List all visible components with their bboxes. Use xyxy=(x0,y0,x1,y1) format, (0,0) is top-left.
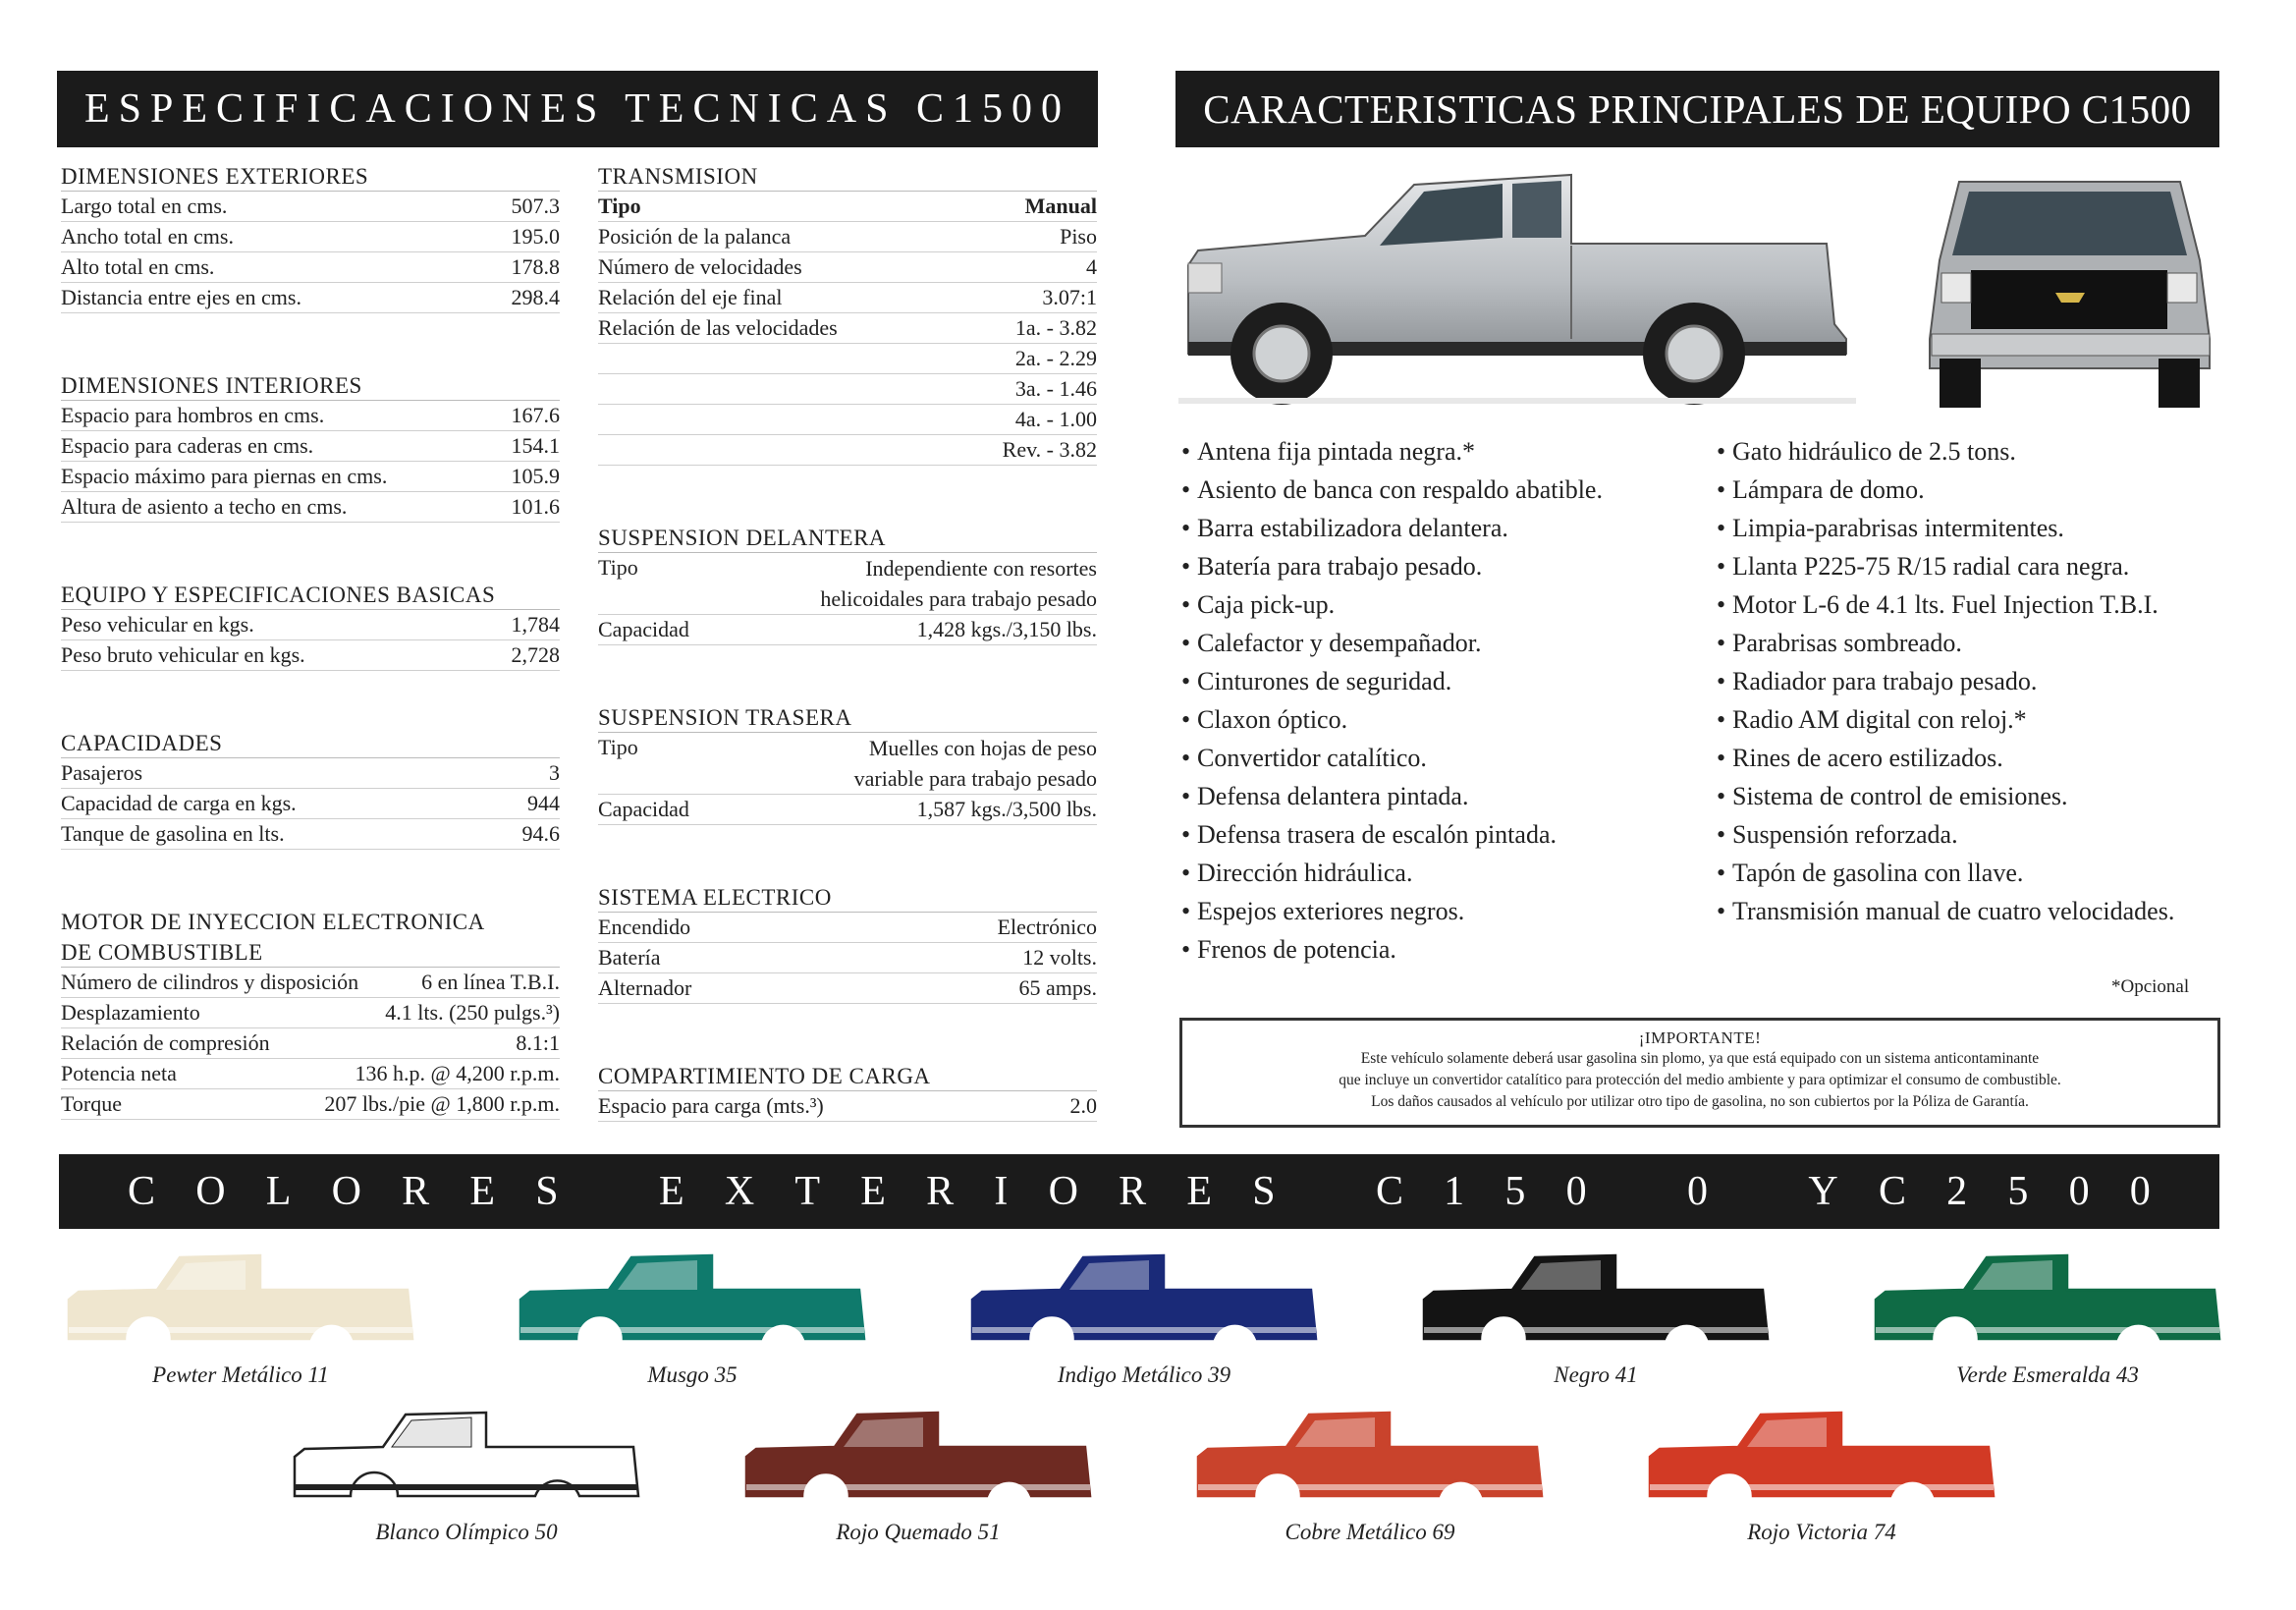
colors-banner-letter: S xyxy=(1252,1169,1276,1214)
list-item-text: Convertidor catalítico. xyxy=(1197,744,1427,772)
list-item: • Defensa trasera de escalón pintada. xyxy=(1181,815,1712,854)
spec-row xyxy=(61,252,560,283)
list-item: • Defensa delantera pintada. xyxy=(1181,777,1712,815)
colors-banner-letter: O xyxy=(195,1169,226,1214)
truck-stripe xyxy=(1876,1327,2219,1333)
list-item-text: Antena fija pintada negra.* xyxy=(1197,437,1475,466)
spec-row xyxy=(598,405,1097,435)
list-item-text: Lámpara de domo. xyxy=(1732,475,1925,504)
spec-value xyxy=(854,733,1097,794)
spec-row xyxy=(598,913,1097,943)
spec-value: 6 en línea T.B.I. xyxy=(421,970,560,994)
colors-banner-letter: E xyxy=(469,1169,496,1214)
spec-value: 2.0 xyxy=(1069,1093,1097,1118)
colors-banner-letter: 0 xyxy=(1686,1169,1708,1214)
color-name-label: Verde Esmeralda 43 xyxy=(1956,1362,2139,1387)
spec-value: 1,428 kgs./3,150 lbs. xyxy=(916,617,1097,641)
spec-row xyxy=(598,795,1097,825)
truck-color-swatch xyxy=(967,1252,1321,1365)
spec-value: 507.3 xyxy=(511,194,560,218)
list-item-text: Radio AM digital con reloj.* xyxy=(1732,705,2027,734)
spec-row xyxy=(598,553,1097,615)
section-title: SUSPENSION TRASERA xyxy=(598,702,1097,733)
colors-banner-letter: 5 xyxy=(1504,1169,1526,1214)
truck-side-illustration xyxy=(1178,167,1866,417)
spec-label: Altura de asiento a techo en cms. xyxy=(61,494,348,519)
spec-row xyxy=(598,283,1097,313)
spec-label: Tipo xyxy=(598,194,641,218)
colors-banner-letter: 0 xyxy=(1565,1169,1587,1214)
spec-value: 136 h.p. @ 4,200 r.p.m. xyxy=(355,1061,560,1085)
specs-middle-column xyxy=(598,161,1097,1122)
spec-value: 1,784 xyxy=(511,612,560,637)
list-item: • Lámpara de domo. xyxy=(1717,471,2227,509)
list-item-text: Barra estabilizadora delantera. xyxy=(1197,514,1508,542)
truck-stripe xyxy=(1650,1484,1994,1490)
spec-label: Pasajeros xyxy=(61,760,143,785)
important-line: Este vehículo solamente deberá usar gasolina sin plomo, ya que está equipado con un sistema anticontaminante xyxy=(1360,1050,2040,1067)
spec-row xyxy=(61,462,560,492)
list-item-text: Sistema de control de emisiones. xyxy=(1732,782,2068,810)
spec-row xyxy=(61,610,560,640)
colors-banner-letter: E xyxy=(1186,1169,1212,1214)
list-item: • Sistema de control de emisiones. xyxy=(1717,777,2227,815)
list-item-text: Espejos exteriores negros. xyxy=(1197,897,1465,925)
spec-row xyxy=(61,1059,560,1089)
spec-row xyxy=(61,758,560,789)
spec-row xyxy=(61,401,560,431)
spec-row xyxy=(598,973,1097,1004)
spec-value: 94.6 xyxy=(521,821,560,846)
spec-value: 195.0 xyxy=(511,224,560,249)
spec-value: 178.8 xyxy=(511,254,560,279)
list-item-text: Batería para trabajo pesado. xyxy=(1197,552,1483,581)
truck-stripe xyxy=(1424,1327,1768,1333)
spec-value: Rev. - 3.82 xyxy=(1002,437,1097,462)
spec-value: 1a. - 3.82 xyxy=(1014,315,1097,340)
spec-row xyxy=(61,640,560,671)
spec-row xyxy=(61,192,560,222)
spec-row xyxy=(598,192,1097,222)
list-item: • Gato hidráulico de 2.5 tons. xyxy=(1717,432,2227,471)
colors-banner-letter: E xyxy=(860,1169,886,1214)
list-item: • Parabrisas sombreado. xyxy=(1717,624,2227,662)
spec-value: 12 volts. xyxy=(1022,945,1097,970)
colors-banner-letter: O xyxy=(1048,1169,1078,1214)
spec-row xyxy=(61,1028,560,1059)
colors-banner-letter: 0 xyxy=(2129,1169,2151,1214)
spec-label: Espacio para hombros en cms. xyxy=(61,403,325,427)
colors-banner-letter: T xyxy=(794,1169,821,1214)
colors-banner-letter: 2 xyxy=(1946,1169,1968,1214)
list-item: • Convertidor catalítico. xyxy=(1181,739,1712,777)
spec-label: Relación de las velocidades xyxy=(598,315,838,340)
truck-stripe xyxy=(746,1484,1090,1490)
specs-banner xyxy=(57,71,1098,147)
spec-label: Ancho total en cms. xyxy=(61,224,234,249)
spec-label: Número de cilindros y disposición xyxy=(61,970,359,994)
exterior-dimensions-section xyxy=(61,161,560,313)
spec-row xyxy=(598,374,1097,405)
list-item: • Caja pick-up. xyxy=(1181,585,1712,624)
color-name-label: Rojo Victoria 74 xyxy=(1747,1520,1896,1544)
colors-banner-letter: 0 xyxy=(2068,1169,2090,1214)
spec-value-line: Independiente con resortes xyxy=(865,556,1097,581)
equipment-list-left xyxy=(1181,432,1712,969)
spec-label: Tipo xyxy=(598,735,638,759)
section-title-continued: DE COMBUSTIBLE xyxy=(61,937,560,968)
list-item: • Radiador para trabajo pesado. xyxy=(1717,662,2227,700)
section-title: DIMENSIONES INTERIORES xyxy=(61,370,560,401)
list-item: • Frenos de potencia. xyxy=(1181,930,1712,969)
spec-value: 4 xyxy=(1086,254,1097,279)
truck-stripe xyxy=(520,1327,864,1333)
equipment-banner-title: CARACTERISTICAS PRINCIPALES DE EQUIPO C1500 xyxy=(1203,86,2192,132)
spec-value: 1,587 kgs./3,500 lbs. xyxy=(916,797,1097,821)
color-name-label: Pewter Metálico 11 xyxy=(152,1362,329,1387)
list-item-text: Frenos de potencia. xyxy=(1197,935,1396,964)
spec-row xyxy=(61,431,560,462)
truck-color-swatch xyxy=(1645,1410,1998,1523)
spec-label: Tanque de gasolina en lts. xyxy=(61,821,285,846)
section-title: SUSPENSION DELANTERA xyxy=(598,523,1097,553)
truck-stripe xyxy=(295,1484,638,1490)
list-item: • Motor L-6 de 4.1 lts. Fuel Injection T.B.I. xyxy=(1717,585,2227,624)
spec-label: Tipo xyxy=(598,555,638,580)
list-item-text: Limpia-parabrisas intermitentes. xyxy=(1732,514,2064,542)
truck-color-swatch xyxy=(290,1410,643,1523)
truck-color-swatch xyxy=(64,1252,417,1365)
spec-label: Alternador xyxy=(598,975,692,1000)
colors-banner-letter: R xyxy=(1119,1169,1147,1214)
list-item-text: Defensa delantera pintada. xyxy=(1197,782,1469,810)
list-item: • Calefactor y desempañador. xyxy=(1181,624,1712,662)
spec-row xyxy=(598,252,1097,283)
section-title: EQUIPO Y ESPECIFICACIONES BASICAS xyxy=(61,580,560,610)
list-item: • Barra estabilizadora delantera. xyxy=(1181,509,1712,547)
spec-row xyxy=(61,789,560,819)
color-name-label: Negro 41 xyxy=(1554,1362,1638,1387)
list-item-text: Tapón de gasolina con llave. xyxy=(1732,859,2024,887)
colors-banner-letter: R xyxy=(402,1169,430,1214)
color-name-label: Musgo 35 xyxy=(647,1362,738,1387)
colors-banner-letter: E xyxy=(659,1169,684,1214)
spec-row xyxy=(61,283,560,313)
spec-value: 3.07:1 xyxy=(1042,285,1097,309)
spec-label: Capacidad xyxy=(598,797,689,821)
list-item: • Cinturones de seguridad. xyxy=(1181,662,1712,700)
spec-label: Relación de compresión xyxy=(61,1030,270,1055)
spec-value: 2a. - 2.29 xyxy=(1014,346,1097,370)
colors-banner-letter: X xyxy=(724,1169,755,1214)
colors-banner-letter: C xyxy=(1375,1169,1403,1214)
spec-row xyxy=(598,1091,1097,1122)
spec-label: Peso vehicular en kgs. xyxy=(61,612,254,637)
spec-value: 154.1 xyxy=(511,433,560,458)
list-item-text: Gato hidráulico de 2.5 tons. xyxy=(1732,437,2016,466)
truck-stripe xyxy=(1198,1484,1542,1490)
spec-value-line: variable para trabajo pesado xyxy=(853,766,1097,791)
list-item: • Tapón de gasolina con llave. xyxy=(1717,854,2227,892)
important-title: ¡IMPORTANTE! xyxy=(1638,1028,1762,1047)
spec-value: 167.6 xyxy=(511,403,560,427)
list-item-text: Claxon óptico. xyxy=(1197,705,1348,734)
spec-row xyxy=(598,943,1097,973)
color-name-label: Blanco Olímpico 50 xyxy=(375,1520,558,1544)
color-name-label: Cobre Metálico 69 xyxy=(1285,1520,1455,1544)
colors-banner-letter: S xyxy=(535,1169,559,1214)
spec-label: Alto total en cms. xyxy=(61,254,215,279)
list-item-text: Caja pick-up. xyxy=(1197,590,1336,619)
truck-color-swatch xyxy=(1193,1410,1547,1523)
spec-label: Espacio para carga (mts.³) xyxy=(598,1093,824,1118)
colors-banner xyxy=(59,1154,2219,1229)
spec-value: Piso xyxy=(1060,224,1097,249)
colors-banner-letter: I xyxy=(994,1169,1009,1214)
colors-banner-letter: Y xyxy=(1808,1169,1838,1214)
spec-label: Peso bruto vehicular en kgs. xyxy=(61,642,305,667)
section-title: MOTOR DE INYECCION ELECTRONICA xyxy=(61,910,485,934)
truck-color-swatch xyxy=(516,1252,869,1365)
equipment-list-right xyxy=(1717,432,2227,930)
colors-banner-letter: C xyxy=(128,1169,156,1214)
spec-row xyxy=(598,222,1097,252)
specs-left-column xyxy=(61,161,560,1120)
colors-banner-letter: 5 xyxy=(2007,1169,2029,1214)
list-item: • Rines de acero estilizados. xyxy=(1717,739,2227,777)
list-item-text: Radiador para trabajo pesado. xyxy=(1732,667,2038,695)
list-item: • Espejos exteriores negros. xyxy=(1181,892,1712,930)
color-name-label: Rojo Quemado 51 xyxy=(836,1520,1001,1544)
list-item: • Suspensión reforzada. xyxy=(1717,815,2227,854)
rear-suspension-section xyxy=(598,702,1097,825)
list-item: • Radio AM digital con reloj.* xyxy=(1717,700,2227,739)
colors-banner-letter: 1 xyxy=(1444,1169,1465,1214)
spec-label: Batería xyxy=(598,945,661,970)
spec-label: Capacidad xyxy=(598,617,689,641)
list-item: • Dirección hidráulica. xyxy=(1181,854,1712,892)
spec-row xyxy=(61,819,560,850)
list-item: • Limpia-parabrisas intermitentes. xyxy=(1717,509,2227,547)
truck-stripe xyxy=(972,1327,1316,1333)
section-title: TRANSMISION xyxy=(598,161,1097,192)
list-item-text: Llanta P225-75 R/15 radial cara negra. xyxy=(1732,552,2130,581)
electrical-section xyxy=(598,882,1097,1004)
spec-row xyxy=(61,998,560,1028)
spec-value-line: helicoidales para trabajo pesado xyxy=(820,586,1097,611)
spec-label: Espacio máximo para piernas en cms. xyxy=(61,464,388,488)
colors-banner-letter: O xyxy=(331,1169,361,1214)
spec-label: Capacidad de carga en kgs. xyxy=(61,791,297,815)
spec-label: Número de velocidades xyxy=(598,254,802,279)
list-item: • Antena fija pintada negra.* xyxy=(1181,432,1712,471)
colors-banner-letter: L xyxy=(265,1169,292,1214)
list-item-text: Motor L-6 de 4.1 lts. Fuel Injection T.B.I. xyxy=(1732,590,2159,619)
spec-row xyxy=(61,1089,560,1120)
list-item: • Transmisión manual de cuatro velocidades. xyxy=(1717,892,2227,930)
transmission-section xyxy=(598,161,1097,466)
colors-banner-letter: C xyxy=(1878,1169,1906,1214)
list-item-text: Asiento de banca con respaldo abatible. xyxy=(1197,475,1603,504)
spec-label: Potencia neta xyxy=(61,1061,177,1085)
list-item: • Claxon óptico. xyxy=(1181,700,1712,739)
optional-note: *Opcional xyxy=(2111,976,2190,997)
capacities-section xyxy=(61,728,560,850)
list-item-text: Calefactor y desempañador. xyxy=(1197,629,1482,657)
spec-label: Posición de la palanca xyxy=(598,224,792,249)
list-item: • Llanta P225-75 R/15 radial cara negra. xyxy=(1717,547,2227,585)
spec-row xyxy=(61,492,560,523)
spec-value: Electrónico xyxy=(997,915,1097,939)
spec-value: 3a. - 1.46 xyxy=(1014,376,1097,401)
specs-banner-title: ESPECIFICACIONES TECNICAS C1500 xyxy=(84,86,1070,132)
list-item-text: Parabrisas sombreado. xyxy=(1732,629,1962,657)
equipment-banner xyxy=(1175,71,2219,147)
list-item: • Batería para trabajo pesado. xyxy=(1181,547,1712,585)
section-title: SISTEMA ELECTRICO xyxy=(598,882,1097,913)
spec-value: 3 xyxy=(549,760,560,785)
spec-row xyxy=(598,733,1097,795)
list-item-text: Transmisión manual de cuatro velocidades. xyxy=(1732,897,2175,925)
interior-dimensions-section xyxy=(61,370,560,523)
spec-row xyxy=(61,968,560,998)
engine-section xyxy=(61,907,560,1120)
section-title: CAPACIDADES xyxy=(61,728,560,758)
list-item-text: Cinturones de seguridad. xyxy=(1197,667,1452,695)
front-suspension-section xyxy=(598,523,1097,645)
spec-label: Desplazamiento xyxy=(61,1000,200,1025)
color-name-label: Indigo Metálico 39 xyxy=(1057,1362,1231,1387)
spec-row xyxy=(598,313,1097,344)
spec-value: 944 xyxy=(527,791,560,815)
spec-value: 65 amps. xyxy=(1018,975,1097,1000)
colors-banner-letter: R xyxy=(926,1169,955,1214)
important-line: Los daños causados al vehículo por utilizar otro tipo de gasolina, no son cubiertos por la Póliza de Garantía. xyxy=(1371,1093,2029,1110)
spec-row xyxy=(61,222,560,252)
spec-value: 2,728 xyxy=(511,642,560,667)
spec-value: 207 lbs./pie @ 1,800 r.p.m. xyxy=(324,1091,560,1116)
spec-label: Torque xyxy=(61,1091,122,1116)
section-title: COMPARTIMIENTO DE CARGA xyxy=(598,1061,1097,1091)
list-item-text: Rines de acero estilizados. xyxy=(1732,744,2003,772)
spec-value: 105.9 xyxy=(511,464,560,488)
spec-label: Largo total en cms. xyxy=(61,194,228,218)
spec-value-line: Muelles con hojas de peso xyxy=(868,736,1097,760)
important-notice xyxy=(1179,1018,2220,1128)
spec-value xyxy=(820,553,1097,614)
important-line: que incluye un convertidor catalítico para protección del medio ambiente y para optimizar el consumo de combustible. xyxy=(1339,1072,2061,1088)
spec-value: 8.1:1 xyxy=(516,1030,560,1055)
list-item-text: Defensa trasera de escalón pintada. xyxy=(1197,820,1557,849)
cargo-section xyxy=(598,1061,1097,1122)
spec-row xyxy=(598,344,1097,374)
spec-row xyxy=(598,615,1097,645)
list-item: • Asiento de banca con respaldo abatible. xyxy=(1181,471,1712,509)
spec-label: Distancia entre ejes en cms. xyxy=(61,285,301,309)
basic-equipment-section xyxy=(61,580,560,671)
spec-label: Encendido xyxy=(598,915,691,939)
spec-label: Espacio para caderas en cms. xyxy=(61,433,314,458)
spec-value: 101.6 xyxy=(511,494,560,519)
list-item-text: Suspensión reforzada. xyxy=(1732,820,1958,849)
truck-color-swatch xyxy=(741,1410,1095,1523)
truck-stripe xyxy=(69,1327,412,1333)
spec-value: Manual xyxy=(1024,194,1097,218)
list-item-text: Dirección hidráulica. xyxy=(1197,859,1413,887)
spec-value: 4a. - 1.00 xyxy=(1014,407,1097,431)
spec-label: Relación del eje final xyxy=(598,285,783,309)
section-title: DIMENSIONES EXTERIORES xyxy=(61,161,560,192)
truck-color-swatch xyxy=(1419,1252,1773,1365)
spec-value: 298.4 xyxy=(511,285,560,309)
truck-front-illustration xyxy=(1920,167,2219,417)
truck-color-swatch xyxy=(1871,1252,2224,1365)
spec-value: 4.1 lts. (250 pulgs.³) xyxy=(385,1000,560,1025)
spec-row xyxy=(598,435,1097,466)
